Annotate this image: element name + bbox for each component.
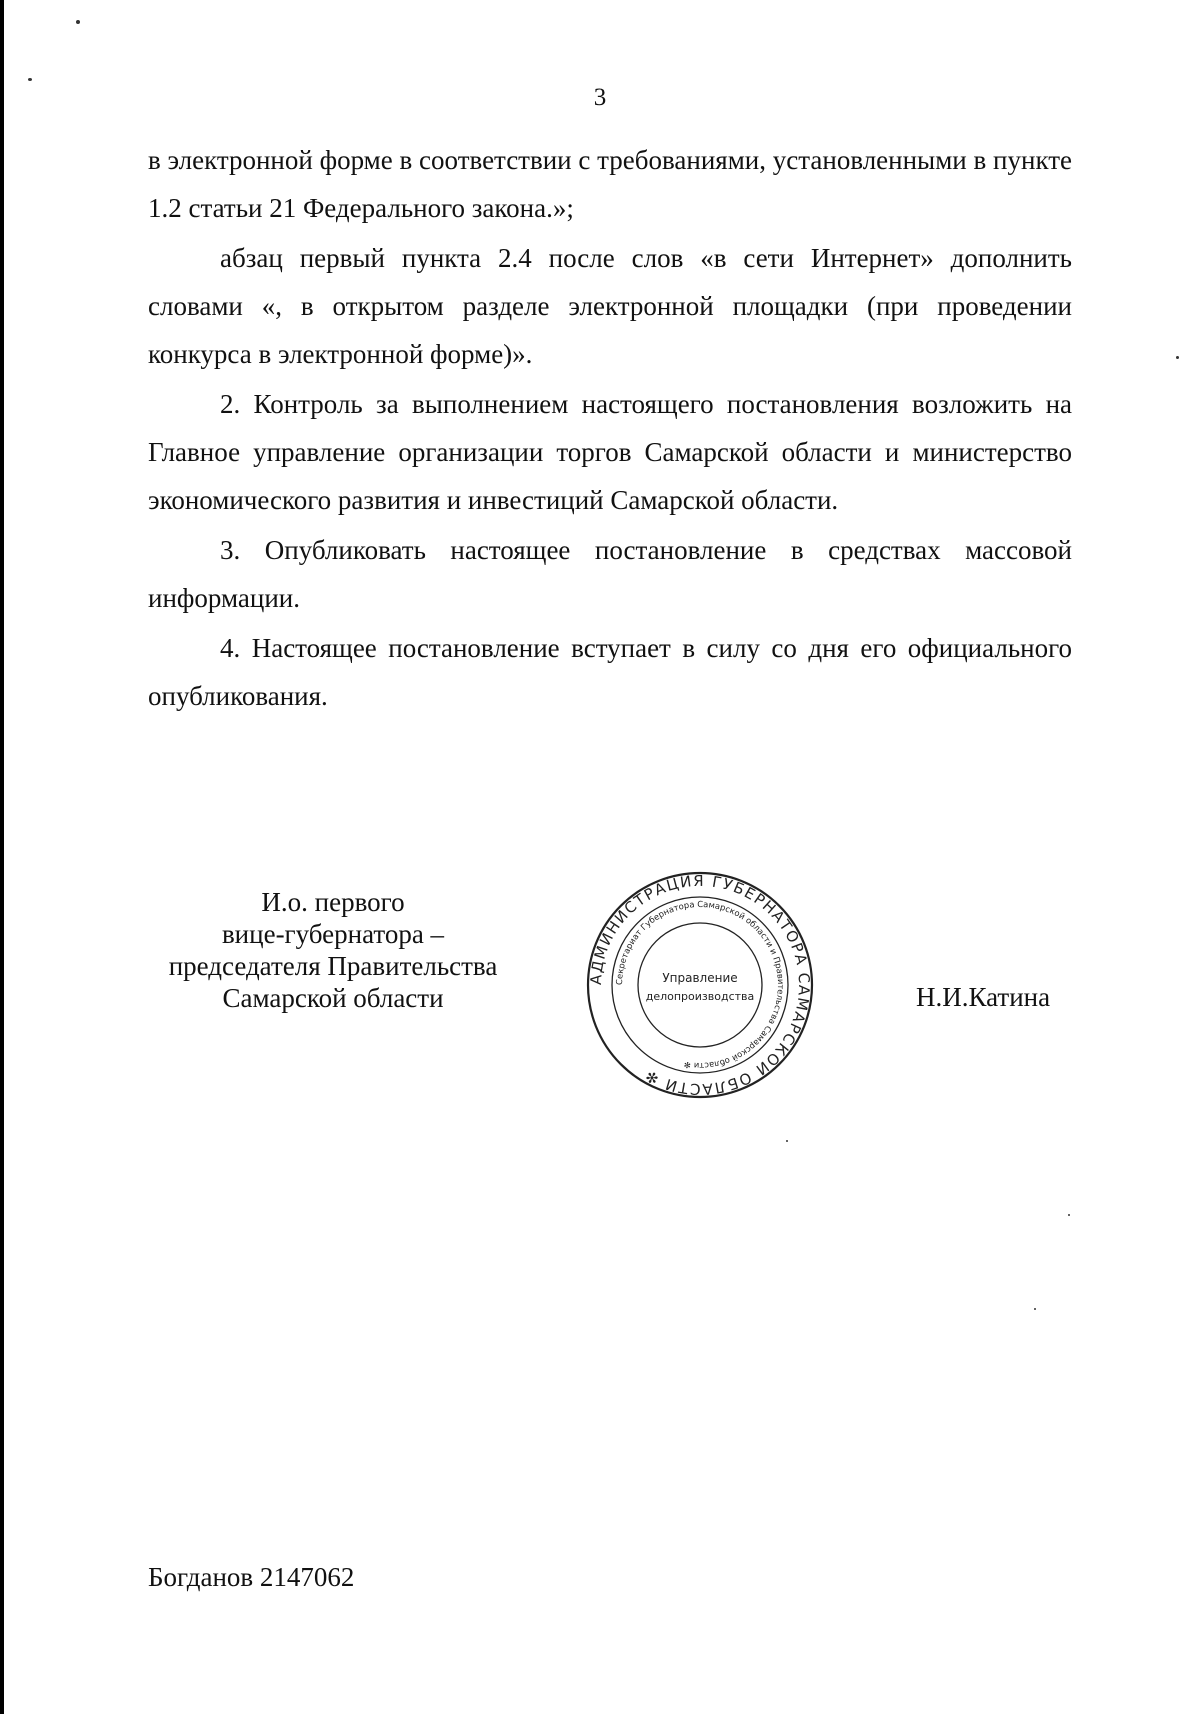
scan-speck — [1034, 1308, 1036, 1310]
scan-speck — [76, 20, 80, 24]
executor-contact: Богданов 2147062 — [148, 1562, 355, 1592]
scan-speck — [1176, 356, 1179, 359]
paragraph-continuation: в электронной форме в соответствии с требованиями, установленными в пункте 1.2 статьи 21 Федерального закона.»; — [148, 145, 1072, 223]
signer-name: Н.И.Катина — [916, 982, 1051, 1012]
official-seal — [585, 870, 815, 1100]
scan-speck — [786, 1140, 788, 1142]
seal-center-line: делопроизводства — [645, 990, 755, 1003]
paragraph-item-2: 2. Контроль за выполнением настоящего постановления возложить на Главное управление организации торгов Самарской области и министерство экономического развития и инвестиций Самарской области. — [148, 389, 1072, 515]
scan-speck — [28, 78, 32, 81]
paragraph-item-4: 4. Настоящее постановление вступает в силу со дня его официального опубликования. — [148, 633, 1072, 711]
signer-title-line: Самарской области — [222, 983, 444, 1013]
svg-text:Секретариат Губернатора Самарс — [614, 899, 786, 1071]
scan-edge — [0, 0, 4, 1714]
document-body — [148, 136, 1072, 720]
seal-center-line: Управление — [662, 971, 738, 985]
signer-title — [148, 886, 518, 1014]
signer-title-line: председателя Правительства — [168, 951, 498, 981]
seal-outer-text: АДМИНИСТРАЦИЯ ГУБЕРНАТОРА САМАРСКОЙ ОБЛАСТИ ✻ — [586, 871, 814, 1099]
signer-title-line: И.о. первого — [261, 887, 405, 917]
signer-title-line: вице-губернатора – — [221, 919, 445, 949]
paragraph-item-3: 3. Опубликовать настоящее постановление в средствах массовой информации. — [148, 535, 1072, 613]
seal-inner-text: Секретариат Губернатора Самарской области и Правительства Самарской области ✻ — [613, 898, 787, 1072]
paragraph-amendment: абзац первый пункта 2.4 после слов «в сети Интернет» дополнить словами «, в открытом разделе электронной площадки (при проведении конкурса в электронной форме)». — [148, 243, 1072, 369]
page-number: 3 — [593, 84, 607, 111]
scan-speck — [1068, 1214, 1070, 1216]
